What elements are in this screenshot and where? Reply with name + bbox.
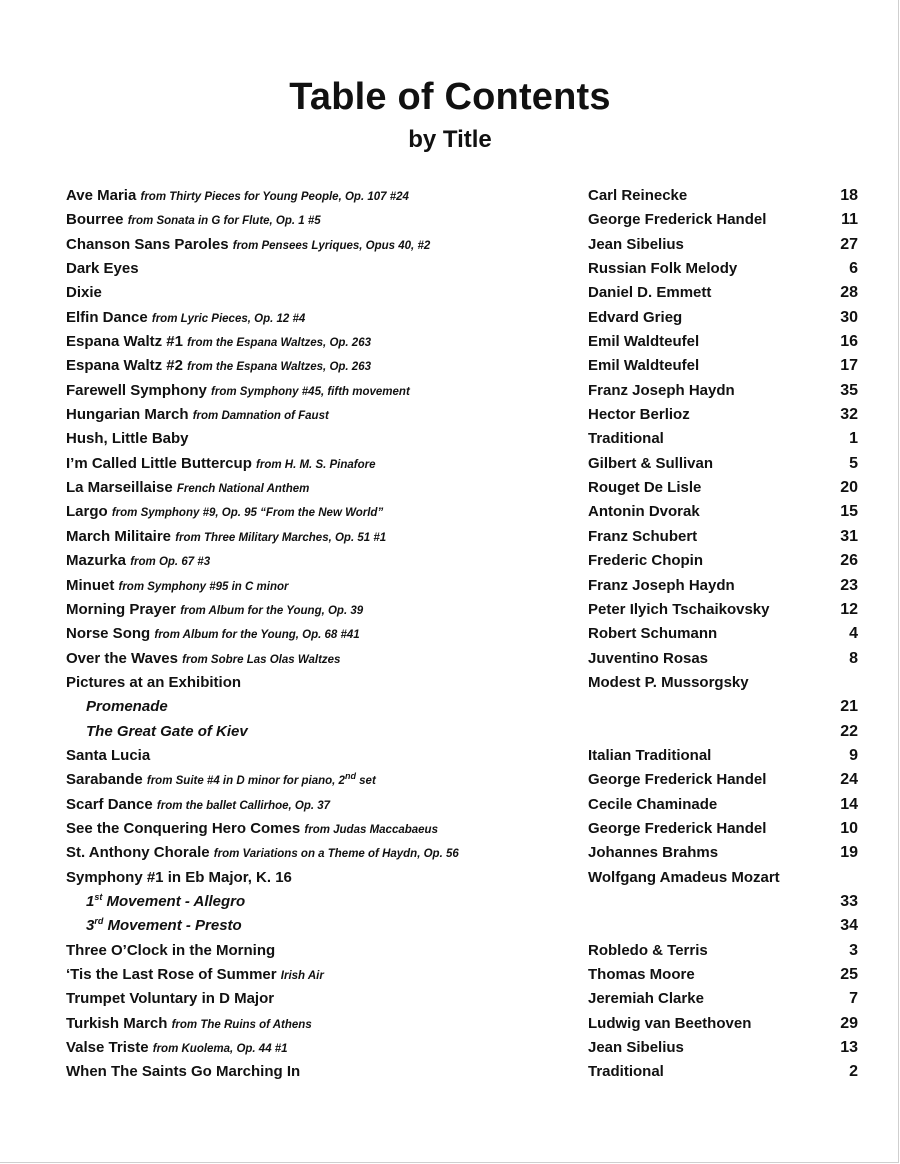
entry-composer: Hector Berlioz (588, 406, 690, 424)
entry-title-text: Espana Waltz #1 (66, 333, 183, 351)
entry-source: from Pensees Lyriques, Opus 40, #2 (232, 239, 431, 252)
entry-title-text: ‘Tis the Last Rose of Summer (66, 966, 277, 983)
entry-source: from the Espana Waltzes, Op. 263 (187, 337, 371, 350)
entry-title-text: Minuet (66, 576, 115, 594)
entry-title-text: Promenade (86, 698, 168, 716)
entry-title (66, 817, 438, 842)
entry-source: French National Anthem (176, 483, 310, 496)
entry-composer: Thomas Moore (588, 966, 695, 983)
entry-title (66, 841, 459, 866)
entry-title-text: St. Anthony Chorale (66, 844, 210, 862)
entry-composer: Gilbert & Sullivan (588, 454, 714, 472)
entry-composer: Robledo & Terris (588, 941, 708, 959)
entry-composer: Ludwig van Beethoven (588, 1014, 752, 1032)
toc-entry (66, 793, 860, 817)
entry-page-number: 24 (840, 771, 858, 789)
entry-title (66, 403, 329, 428)
entry-page-number: 11 (841, 211, 858, 229)
toc-entry (66, 525, 860, 549)
entry-page-number: 4 (849, 625, 858, 643)
entry-title (66, 671, 241, 695)
entry-source: from The Ruins of Athens (171, 1018, 312, 1031)
entry-title (66, 1036, 288, 1061)
toc-list (66, 184, 860, 1085)
entry-composer: George Frederick Handel (588, 771, 767, 789)
toc-entry (66, 257, 860, 281)
toc-entry (66, 841, 860, 865)
entry-title (66, 939, 275, 963)
entry-title-text: Hungarian March (66, 406, 189, 424)
entry-source: from Variations on a Theme of Haydn, Op. 56 (213, 848, 459, 861)
toc-entry (66, 671, 860, 695)
entry-title-text: 3rd Movement - Presto (86, 916, 242, 935)
entry-page-number: 30 (840, 308, 858, 326)
entry-page-number: 16 (840, 333, 858, 351)
entry-composer: Robert Schumann (588, 625, 718, 643)
toc-entry (66, 452, 860, 476)
entry-title-text: Trumpet Voluntary in D Major (66, 990, 275, 1008)
entry-title-text: Largo (66, 503, 108, 521)
entry-title (66, 281, 102, 305)
entry-title-text: Three O’Clock in the Morning (66, 941, 276, 959)
entry-page-number: 20 (840, 479, 858, 497)
entry-title (66, 184, 409, 209)
toc-entry (66, 476, 860, 500)
entry-composer: Wolfgang Amadeus Mozart (588, 868, 780, 886)
entry-composer: Traditional (588, 1063, 664, 1081)
entry-title (66, 744, 150, 768)
entry-title-text: March Militaire (66, 527, 172, 545)
entry-title (66, 622, 360, 647)
entry-source: from Album for the Young, Op. 39 (180, 604, 364, 617)
entry-source: from Symphony #45, fifth movement (211, 385, 410, 398)
entry-page-number: 17 (840, 357, 858, 375)
entry-source: from Sonata in G for Flute, Op. 1 #5 (127, 215, 321, 228)
page-title: Table of Contents (289, 76, 611, 118)
entry-title-text: Chanson Sans Paroles (66, 235, 229, 253)
entry-title (66, 793, 330, 818)
entry-title-text: Sarabande (66, 771, 143, 789)
toc-entry (66, 354, 860, 378)
toc-entry (66, 744, 860, 768)
entry-composer: George Frederick Handel (588, 211, 767, 229)
entry-source: Irish Air (280, 970, 324, 982)
entry-title-text: Dixie (66, 284, 102, 302)
toc-entry (66, 379, 860, 403)
entry-title-text: 1st Movement - Allegro (86, 891, 246, 910)
toc-entry (66, 500, 860, 524)
entry-title-text: The Great Gate of Kiev (86, 722, 248, 740)
entry-page-number: 12 (840, 600, 858, 618)
entry-title (86, 914, 242, 938)
entry-composer: Juventino Rosas (588, 649, 709, 667)
toc-entry (66, 622, 860, 646)
toc-entry (66, 403, 860, 427)
entry-title (66, 306, 305, 331)
entry-title (86, 695, 168, 719)
toc-subentry (66, 720, 860, 744)
entry-source: from Three Military Marches, Op. 51 #1 (175, 531, 387, 544)
toc-entry (66, 963, 860, 987)
entry-composer: Traditional (588, 430, 664, 448)
entry-title (66, 987, 274, 1011)
entry-title (66, 233, 430, 258)
entry-title (66, 354, 371, 379)
entry-title-text: See the Conquering Hero Comes (66, 819, 301, 837)
entry-composer: Jeremiah Clarke (588, 990, 704, 1008)
entry-composer: Daniel D. Emmett (588, 284, 712, 302)
entry-title (66, 598, 363, 623)
entry-composer: Rouget De Lisle (588, 479, 702, 497)
entry-page-number: 7 (849, 990, 858, 1008)
entry-composer: Italian Traditional (588, 746, 712, 764)
entry-source: from Damnation of Faust (192, 410, 329, 423)
entry-page-number: 31 (840, 527, 858, 545)
entry-composer: Cecile Chaminade (588, 795, 718, 813)
entry-source: from the Espana Waltzes, Op. 263 (187, 361, 371, 374)
entry-title-text: Bourree (66, 211, 124, 229)
entry-title-text: Espana Waltz #2 (66, 357, 183, 375)
entry-page-number: 15 (840, 503, 858, 521)
entry-title (66, 476, 309, 501)
entry-title (66, 427, 189, 451)
entry-page-number: 21 (840, 698, 858, 716)
entry-title (66, 1012, 312, 1037)
entry-title (66, 1060, 300, 1084)
entry-source: from Op. 67 #3 (130, 556, 211, 569)
entry-source: from Kuolema, Op. 44 #1 (152, 1043, 288, 1056)
entry-title-text: Hush, Little Baby (66, 430, 189, 448)
entry-title (66, 647, 340, 672)
entry-page-number: 9 (849, 746, 858, 764)
entry-page-number: 10 (840, 819, 858, 837)
toc-entry (66, 598, 860, 622)
toc-entry (66, 184, 860, 208)
entry-title (66, 549, 210, 574)
entry-source: from Lyric Pieces, Op. 12 #4 (151, 312, 306, 325)
entry-page-number: 1 (849, 430, 858, 448)
entry-title (86, 720, 248, 744)
toc-entry (66, 1060, 860, 1084)
toc-entry (66, 939, 860, 963)
entry-page-number: 28 (840, 284, 858, 302)
entry-title-text: Turkish March (66, 1014, 168, 1032)
entry-title (66, 525, 386, 550)
entry-composer: Franz Joseph Haydn (588, 381, 735, 399)
entry-title-text: Scarf Dance (66, 795, 153, 813)
entry-composer: Edvard Grieg (588, 308, 683, 326)
toc-entry (66, 866, 860, 890)
entry-page-number: 3 (849, 941, 858, 959)
toc-entry (66, 817, 860, 841)
toc-entry (66, 281, 860, 305)
entry-source: from Suite #4 in D minor for piano, 2nd set (146, 771, 376, 788)
entry-source: from Thirty Pieces for Young People, Op. 107 #24 (140, 191, 409, 203)
toc-entry (66, 306, 860, 330)
toc-entry (66, 1036, 860, 1060)
toc-entry (66, 987, 860, 1011)
entry-title (66, 379, 410, 404)
entry-title-text: Morning Prayer (66, 600, 177, 618)
toc-entry (66, 1012, 860, 1036)
entry-page-number: 29 (840, 1014, 858, 1032)
entry-page-number: 6 (849, 260, 858, 278)
toc-entry (66, 427, 860, 451)
entry-title-text: Dark Eyes (66, 260, 139, 278)
entry-title-text: Mazurka (66, 552, 127, 570)
entry-page-number: 18 (840, 187, 858, 204)
toc-subentry (66, 890, 860, 914)
toc-subentry (66, 695, 860, 719)
toc-entry (66, 208, 860, 232)
entry-composer: Johannes Brahms (588, 844, 719, 862)
entry-source: from the ballet Callirhoe, Op. 37 (156, 799, 331, 812)
entry-page-number: 25 (840, 966, 858, 983)
entry-title (66, 208, 321, 233)
entry-title-text: Pictures at an Exhibition (66, 673, 242, 691)
toc-entry (66, 233, 860, 257)
toc-entry (66, 330, 860, 354)
entry-title (66, 452, 376, 477)
entry-title (66, 330, 371, 355)
page-subtitle: by Title (408, 126, 492, 153)
toc-entry (66, 574, 860, 598)
entry-composer: George Frederick Handel (588, 819, 767, 837)
toc-entry (66, 647, 860, 671)
entry-title (66, 574, 288, 599)
entry-page-number: 32 (840, 406, 858, 424)
entry-composer: Frederic Chopin (588, 552, 704, 570)
entry-source: from H. M. S. Pinafore (256, 458, 376, 471)
entry-title-text: La Marseillaise (66, 479, 173, 497)
entry-composer: Jean Sibelius (588, 1039, 684, 1057)
entry-page-number: 22 (840, 722, 858, 740)
entry-title-text: Over the Waves (66, 649, 178, 667)
entry-page-number: 19 (840, 844, 858, 862)
entry-page-number: 8 (849, 649, 858, 667)
entry-title-text: Valse Triste (66, 1039, 149, 1057)
entry-page-number: 34 (840, 917, 858, 935)
entry-composer: Franz Schubert (588, 527, 698, 545)
entry-title-text: Ave Maria (66, 187, 137, 204)
entry-composer: Carl Reinecke (588, 187, 688, 204)
entry-title (66, 257, 139, 281)
entry-source: from Sobre Las Olas Waltzes (182, 653, 341, 666)
entry-source: from Symphony #9, Op. 95 “From the New World” (111, 507, 384, 520)
entry-composer: Jean Sibelius (588, 235, 684, 253)
toc-entry (66, 549, 860, 573)
entry-source: from Judas Maccabaeus (304, 823, 438, 836)
entry-composer: Russian Folk Melody (588, 260, 738, 278)
entry-title (66, 768, 376, 793)
entry-page-number: 33 (840, 892, 858, 910)
entry-title-text: Farewell Symphony (66, 381, 207, 399)
toc-entry (66, 768, 860, 792)
entry-page-number: 26 (840, 552, 858, 570)
entry-title (86, 890, 245, 914)
entry-source: from Album for the Young, Op. 68 #41 (154, 629, 360, 642)
entry-title-text: I’m Called Little Buttercup (66, 454, 252, 472)
entry-composer: Modest P. Mussorgsky (588, 673, 749, 691)
entry-title-text: Symphony #1 in Eb Major, K. 16 (66, 868, 292, 886)
entry-composer: Peter Ilyich Tschaikovsky (588, 600, 770, 618)
entry-composer: Emil Waldteufel (588, 357, 700, 375)
entry-title (66, 963, 324, 988)
entry-title-text: Santa Lucia (66, 746, 151, 764)
entry-title-text: Elfin Dance (66, 308, 148, 326)
entry-composer: Antonin Dvorak (588, 503, 700, 521)
toc-subentry (66, 914, 860, 938)
entry-title-text: When The Saints Go Marching In (66, 1063, 301, 1081)
entry-composer: Emil Waldteufel (588, 333, 700, 351)
entry-page-number: 2 (849, 1063, 858, 1081)
entry-page-number: 35 (840, 381, 858, 399)
entry-title-text: Norse Song (66, 625, 151, 643)
entry-page-number: 5 (849, 454, 858, 472)
entry-title (66, 500, 383, 525)
entry-page-number: 14 (840, 795, 858, 813)
entry-title (66, 866, 292, 890)
entry-page-number: 27 (840, 235, 858, 253)
entry-page-number: 23 (840, 576, 858, 594)
entry-page-number: 13 (840, 1039, 858, 1057)
entry-source: from Symphony #95 in C minor (118, 580, 289, 593)
entry-composer: Franz Joseph Haydn (588, 576, 735, 594)
